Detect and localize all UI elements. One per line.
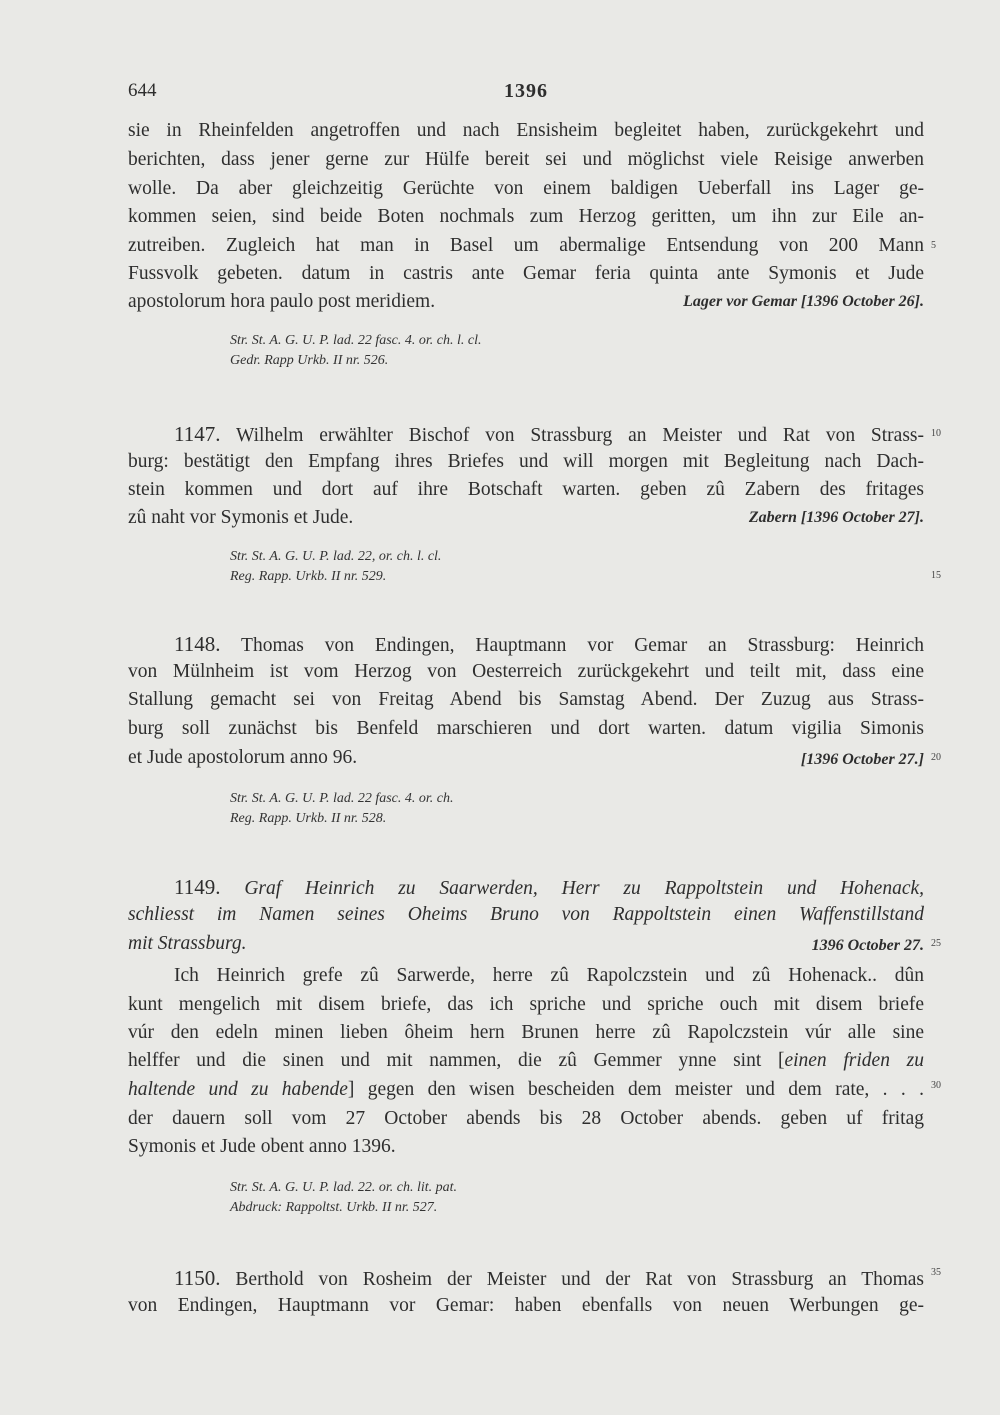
text-line: burg soll zunächst bis Benfeld marschieren und dort warten. datum vigilia Simonis bbox=[128, 718, 924, 739]
date-line: 1396 October 27. bbox=[811, 937, 924, 954]
text-line: stein kommen und dort auf ihre Botschaft warten. geben zû Zabern des fritages bbox=[128, 479, 924, 500]
entry-number: 1147. bbox=[174, 422, 221, 446]
text-line: kommen seien, sind beide Boten nochmals zum Herzog geritten, um ihn zur Eile an- bbox=[128, 206, 924, 227]
text-line-with-date bbox=[128, 933, 924, 955]
text-line: zutreiben. Zugleich hat man in Basel um abermalige Entsendung von 200 Mann bbox=[128, 235, 924, 256]
year-heading: 1396 bbox=[504, 80, 548, 102]
text-line: burg: bestätigt den Empfang ihres Briefes und will morgen mit Begleitung nach Dach- bbox=[128, 451, 924, 472]
source-note: Abdruck: Rappoltst. Urkb. II nr. 527. bbox=[230, 1200, 438, 1215]
entry-number: 1149. bbox=[174, 875, 221, 899]
text-line: Symonis et Jude obent anno 1396. bbox=[128, 1136, 396, 1157]
entry-first-line bbox=[174, 422, 924, 447]
margin-line-number: 20 bbox=[931, 752, 941, 763]
source-note: Str. St. A. G. U. P. lad. 22, or. ch. l. cl. bbox=[230, 549, 442, 564]
text-fragment: et Jude apostolorum anno 96. bbox=[128, 747, 358, 768]
source-note: Reg. Rapp. Urkb. II nr. 529. bbox=[230, 569, 387, 584]
page-header bbox=[128, 80, 924, 108]
text-line: Fussvolk gebeten. datum in castris ante Gemar feria quinta ante Symonis et Jude bbox=[128, 263, 924, 284]
text-line: von Mülnheim ist vom Herzog von Oesterreich zurückgekehrt und teilt mit, dass eine bbox=[128, 661, 924, 682]
margin-line-number: 10 bbox=[931, 428, 941, 439]
text-line bbox=[128, 1079, 924, 1101]
page-number: 644 bbox=[128, 80, 157, 101]
entry-summary: Berthold von Rosheim der Meister und der Rat von Strassburg an Thomas bbox=[235, 1269, 925, 1290]
entry-summary: Wilhelm erwählter Bischof von Strassburg an Meister und Rat von Strass- bbox=[235, 425, 924, 446]
margin-line-number: 35 bbox=[931, 1267, 941, 1278]
text-fragment: mit Strassburg. bbox=[128, 933, 247, 954]
margin-line-number: 15 bbox=[931, 570, 941, 581]
italic-fragment: haltende und zu habende bbox=[128, 1079, 348, 1100]
margin-line-number: 25 bbox=[931, 938, 941, 949]
text-fragment: ] gegen den wisen bescheiden dem meister und dem rate, . . . bbox=[347, 1079, 925, 1100]
text-fragment: helffer und die sinen und mit nammen, die zû Gemmer ynne sint [ bbox=[128, 1050, 785, 1071]
entry-first-line bbox=[174, 875, 924, 900]
text-line-with-date bbox=[128, 507, 924, 529]
entry-number: 1148. bbox=[174, 632, 221, 656]
margin-line-number: 30 bbox=[931, 1080, 941, 1091]
text-line: sie in Rheinfelden angetroffen und nach Ensisheim begleitet haben, zurückgekehrt und bbox=[128, 120, 924, 141]
source-note: Reg. Rapp. Urkb. II nr. 528. bbox=[230, 811, 387, 826]
source-note: Gedr. Rapp Urkb. II nr. 526. bbox=[230, 353, 389, 368]
date-line: [1396 October 27.] bbox=[800, 751, 924, 768]
text-line: wolle. Da aber gleichzeitig Gerüchte von einem baldigen Ueberfall ins Lager ge- bbox=[128, 178, 924, 199]
text-line: der dauern soll vom 27 October abends bis 28 October abends. geben uf fritag bbox=[128, 1108, 924, 1129]
source-note: Str. St. A. G. U. P. lad. 22 fasc. 4. or. ch. l. cl. bbox=[230, 333, 482, 348]
text-line: von Endingen, Hauptmann vor Gemar: haben ebenfalls von neuen Werbungen ge- bbox=[128, 1295, 924, 1316]
entry-summary: Thomas von Endingen, Hauptmann vor Gemar an Strassburg: Heinrich bbox=[241, 635, 925, 656]
text-line: vúr den edeln minen lieben ôheim hern Brunen herre zû Rapolczstein vúr alle sine bbox=[128, 1022, 924, 1043]
text-line: berichten, dass jener gerne zur Hülfe bereit sei und möglichst viele Reisige anwerben bbox=[128, 149, 924, 170]
text-line-with-date bbox=[128, 747, 924, 769]
date-line: Zabern [1396 October 27]. bbox=[748, 509, 924, 526]
text-line bbox=[128, 1050, 924, 1072]
source-note: Str. St. A. G. U. P. lad. 22. or. ch. lit. pat. bbox=[230, 1180, 458, 1195]
text-line: schliesst im Namen seines Oheims Bruno von Rappoltstein einen Waffenstillstand bbox=[128, 904, 924, 925]
margin-line-number: 5 bbox=[931, 240, 936, 251]
source-note: Str. St. A. G. U. P. lad. 22 fasc. 4. or. ch. bbox=[230, 791, 454, 806]
date-line: Lager vor Gemar [1396 October 26]. bbox=[683, 293, 924, 310]
entry-first-line bbox=[174, 1266, 924, 1291]
entry-first-line bbox=[174, 632, 924, 657]
text-line: kunt mengelich mit disem briefe, das ich spriche und spriche ouch mit disem briefe bbox=[128, 994, 924, 1015]
entry-summary: Graf Heinrich zu Saarwerden, Herr zu Rappoltstein und Hohenack, bbox=[244, 878, 925, 899]
italic-fragment: einen friden zu bbox=[784, 1050, 924, 1071]
text-fragment: zû naht vor Symonis et Jude. bbox=[128, 507, 354, 528]
text-line: Ich Heinrich grefe zû Sarwerde, herre zû Rapolczstein und zû Hohenack.. dûn bbox=[174, 965, 924, 986]
text-line: Stallung gemacht sei von Freitag Abend bis Samstag Abend. Der Zuzug aus Strass- bbox=[128, 689, 924, 710]
text-fragment: apostolorum hora paulo post meridiem. bbox=[128, 291, 436, 312]
text-line-with-date bbox=[128, 291, 924, 313]
entry-number: 1150. bbox=[174, 1266, 221, 1290]
